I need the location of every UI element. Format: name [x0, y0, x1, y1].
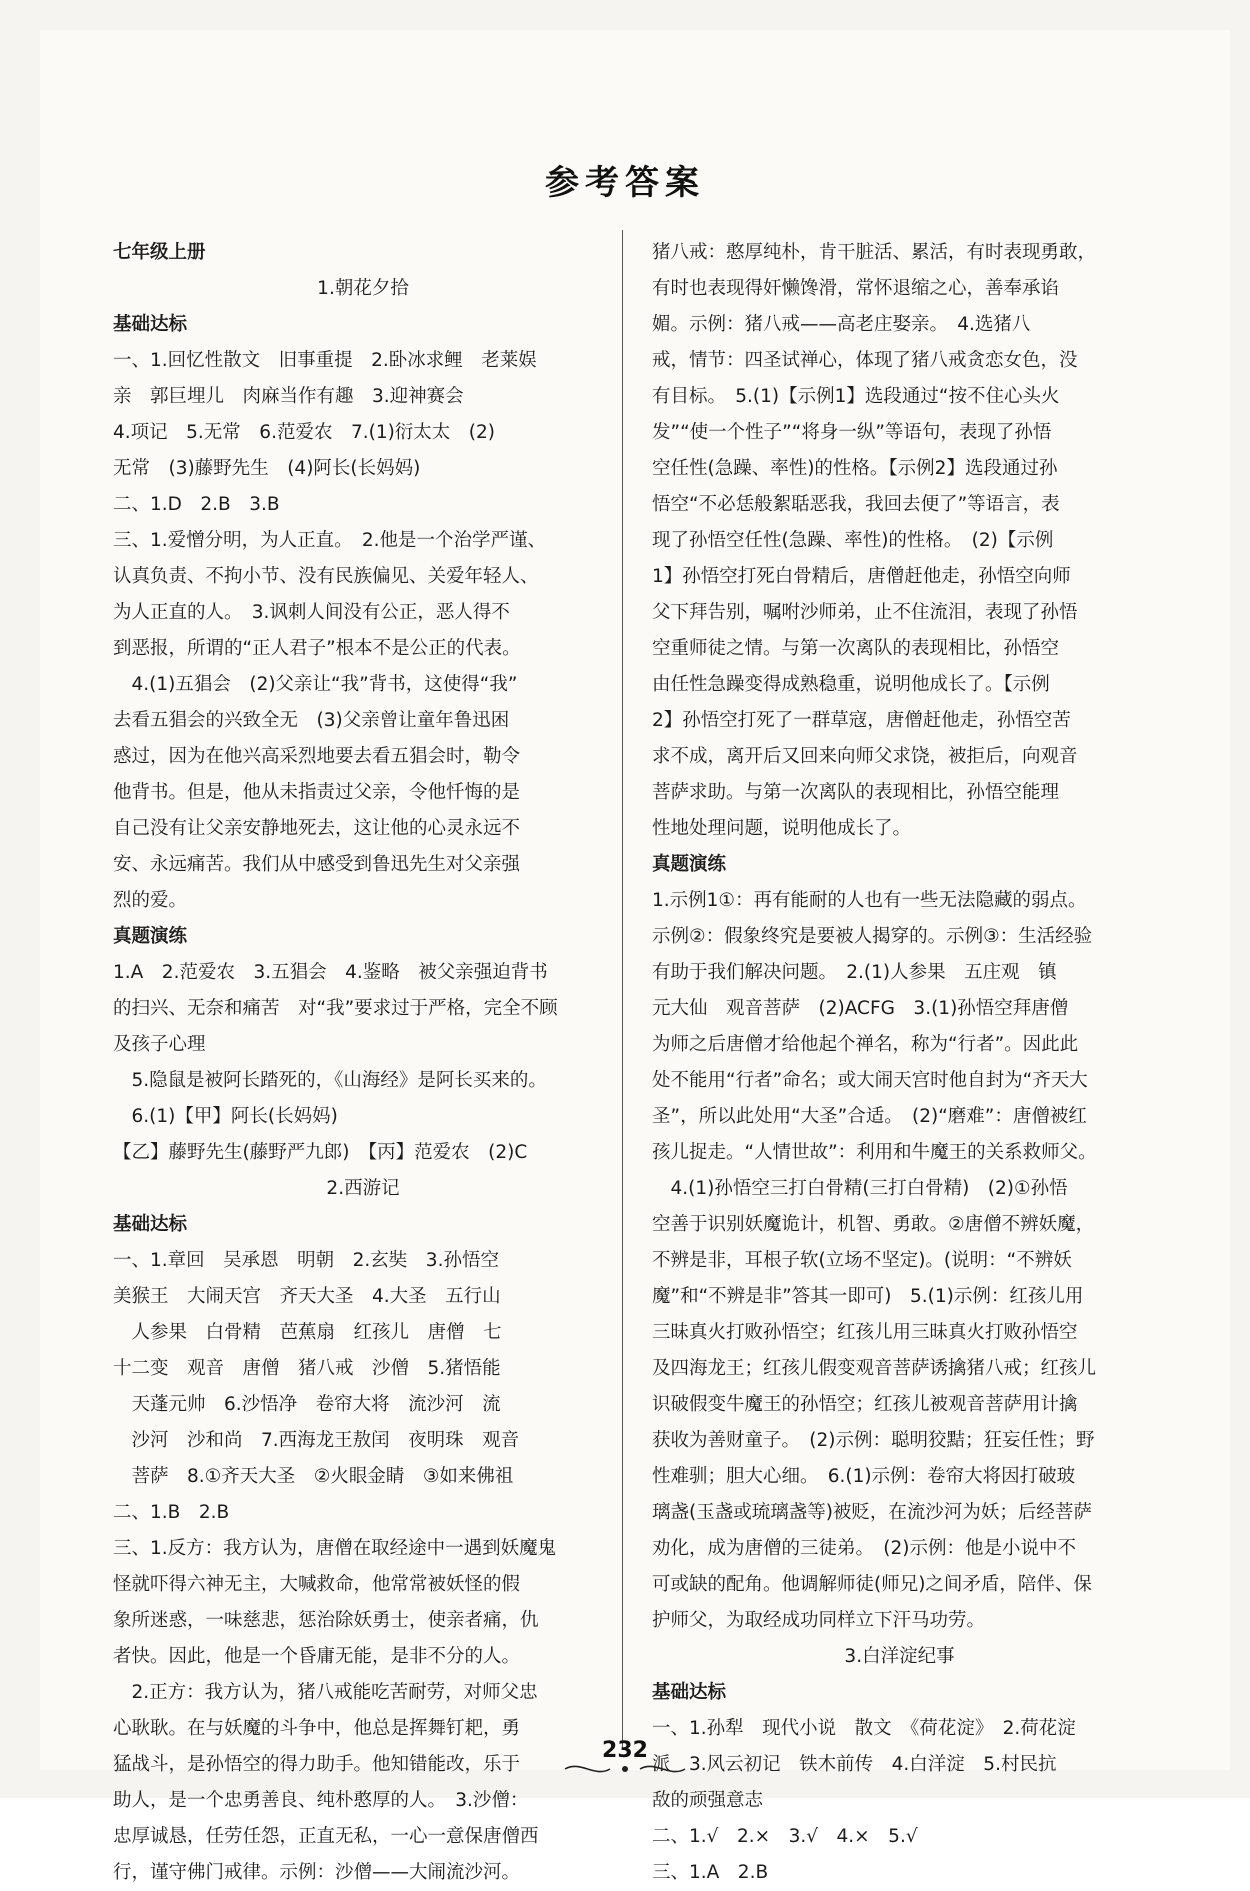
answer-line: 敌的顽强意志 [652, 1790, 764, 1811]
answer-line: 性地处理问题，说明他成长了。 [652, 818, 912, 839]
answer-line: 猪八戒：憨厚纯朴，肯干脏活、累活，有时表现勇敢， [652, 242, 1097, 263]
answer-line: 媚。示例：猪八戒——高老庄娶亲。 4.选猪八 [652, 314, 1031, 335]
left-column [113, 235, 613, 1891]
answer-line: 菩萨求助。与第一次离队的表现相比，孙悟空能理 [652, 782, 1060, 803]
answer-line: 不辨是非，耳根子软(立场不坚定)。(说明：“不辨妖 [652, 1250, 1072, 1271]
answer-line: 象所迷惑，一味慈悲，惩治除妖勇士，使亲者痛，仇 [113, 1610, 539, 1631]
answer-line: 者快。因此，他是一个昏庸无能，是非不分的人。 [113, 1646, 521, 1667]
answer-line: 悟空“不必恁般絮聒恶我，我回去便了”等语言，表 [652, 494, 1060, 515]
chapter-title: 1.朝花夕拾 [317, 278, 409, 299]
answer-line: 元大仙 观音菩萨 (2)ACFG 3.(1)孙悟空拜唐僧 [652, 998, 1069, 1019]
answer-line: 1.示例1①：再有能耐的人也有一些无法隐藏的弱点。 [652, 890, 1087, 911]
answer-line: 去看五猖会的兴致全无 (3)父亲曾让童年鲁迅困 [113, 710, 510, 731]
chapter-title: 3.白洋淀纪事 [844, 1646, 955, 1667]
section-heading: 基础达标 [113, 1214, 188, 1235]
page-number: 232 [602, 1738, 648, 1763]
answer-line: 及孩子心理 [113, 1034, 206, 1055]
answer-line: 人参果 白骨精 芭蕉扇 红孩儿 唐僧 七 [113, 1322, 502, 1343]
answer-line: 三昧真火打败孙悟空；红孩儿用三昧真火打败孙悟空 [652, 1322, 1078, 1343]
answer-line: 认真负责、不拘小节、没有民族偏见、关爱年轻人、 [113, 566, 539, 587]
answer-line: 1.A 2.范爱农 3.五猖会 4.鉴略 被父亲强迫背书 [113, 962, 548, 983]
section-heading: 真题演练 [113, 926, 188, 947]
answer-line: 处不能用“行者”命名；或大闹天宫时他自封为“齐天大 [652, 1070, 1088, 1091]
answer-line: 三、1.爱憎分明，为人正直。 2.他是一个治学严谨、 [113, 530, 547, 551]
answer-line: 有目标。 5.(1)【示例1】选段通过“按不住心头火 [652, 386, 1060, 407]
answer-line: 璃盏(玉盏或琉璃盏等)被贬，在流沙河为妖；后经菩萨 [652, 1502, 1092, 1523]
answer-line: 4.(1)孙悟空三打白骨精(三打白骨精) (2)①孙悟 [652, 1178, 1068, 1199]
answer-line: 魔”和“不辨是非”答其一即可) 5.(1)示例：红孩儿用 [652, 1286, 1084, 1307]
answer-line: 亲 郭巨埋儿 肉麻当作有趣 3.迎神赛会 [113, 386, 464, 407]
answer-line: 十二变 观音 唐僧 猪八戒 沙僧 5.猪悟能 [113, 1358, 501, 1379]
answer-line: 二、1.√ 2.× 3.√ 4.× 5.√ [652, 1826, 918, 1847]
answer-line: 惑过，因为在他兴高采烈地要去看五猖会时，勒令 [113, 746, 521, 767]
answer-line: 空善于识别妖魔诡计，机智、勇敢。②唐僧不辨妖魔， [652, 1214, 1095, 1235]
page-ornament-icon [560, 1760, 690, 1778]
answer-line: 6.(1)【甲】阿长(长妈妈) [113, 1106, 338, 1127]
section-heading: 七年级上册 [113, 242, 206, 263]
answer-line: 三、1.反方：我方认为，唐僧在取经途中一遇到妖魔鬼 [113, 1538, 557, 1559]
answer-line: 戒，情节：四圣试禅心，体现了猪八戒贪恋女色，没 [652, 350, 1078, 371]
section-heading: 基础达标 [113, 314, 188, 335]
answer-line: 二、1.D 2.B 3.B [113, 494, 280, 515]
answer-line: 可或缺的配角。他调解师徒(师兄)之间矛盾，陪伴、保 [652, 1574, 1092, 1595]
answer-line: 无常 (3)藤野先生 (4)阿长(长妈妈) [113, 458, 421, 479]
answer-line: 4.项记 5.无常 6.范爱农 7.(1)衍太太 (2) [113, 422, 496, 443]
answer-line: 三、1.A 2.B [652, 1862, 769, 1883]
answer-line: 派 3.风云初记 铁木前传 4.白洋淀 5.村民抗 [652, 1754, 1057, 1775]
answer-line: 及四海龙王；红孩儿假变观音菩萨诱擒猪八戒；红孩儿 [652, 1358, 1097, 1379]
answer-line: 助人，是一个忠勇善良、纯朴憨厚的人。 3.沙僧： [113, 1790, 529, 1811]
right-column [652, 235, 1147, 1891]
answer-line: 获收为善财童子。 (2)示例：聪明狡黠；狂妄任性；野 [652, 1430, 1095, 1451]
answer-line: 空任性(急躁、率性)的性格。【示例2】选段通过孙 [652, 458, 1058, 479]
answer-line: 忠厚诚恳，任劳任怨，正直无私，一心一意保唐僧西 [113, 1826, 539, 1847]
answer-line: 识破假变牛魔王的孙悟空；红孩儿被观音菩萨用计擒 [652, 1394, 1078, 1415]
answer-line: 有时也表现得奸懒馋滑，常怀退缩之心，善奉承谄 [652, 278, 1060, 299]
answer-line: 心耿耿。在与妖魔的斗争中，他总是挥舞钉耙，勇 [113, 1718, 521, 1739]
answer-line: 一、1.回忆性散文 旧事重提 2.卧冰求鲤 老莱娱 [113, 350, 537, 371]
answer-line: 二、1.B 2.B [113, 1502, 230, 1523]
answer-line: 为师之后唐僧才给他起个禅名，称为“行者”。因此此 [652, 1034, 1079, 1055]
answer-line: 孩儿捉走。“人情世故”：利用和牛魔王的关系救师父。 [652, 1142, 1097, 1163]
answer-line: 有助于我们解决问题。 2.(1)人参果 五庄观 镇 [652, 962, 1057, 983]
answer-line: 2】孙悟空打死了一群草寇，唐僧赶他走，孙悟空苦 [652, 710, 1071, 731]
answer-line: 猛战斗，是孙悟空的得力助手。他知错能改，乐于 [113, 1754, 521, 1775]
chapter-title: 2.西游记 [326, 1178, 400, 1199]
answer-line: 【乙】藤野先生(藤野严九郎) 【丙】范爱农 (2)C [113, 1142, 528, 1163]
section-heading: 基础达标 [652, 1682, 727, 1703]
answer-line: 性难驯；胆大心细。 6.(1)示例：卷帘大将因打破玻 [652, 1466, 1076, 1487]
answer-line: 自己没有让父亲安静地死去，这让他的心灵永远不 [113, 818, 521, 839]
answer-line: 劝化，成为唐僧的三徒弟。 (2)示例：他是小说中不 [652, 1538, 1076, 1559]
answer-line: 父下拜告别，嘱咐沙师弟，止不住流泪，表现了孙悟 [652, 602, 1078, 623]
answer-line: 菩萨 8.①齐天大圣 ②火眼金睛 ③如来佛祖 [113, 1466, 514, 1487]
answer-line: 的扫兴、无奈和痛苦 对“我”要求过于严格，完全不顾 [113, 998, 558, 1019]
answer-line: 求不成，离开后又回来向师父求饶，被拒后，向观音 [652, 746, 1078, 767]
answer-line: 护师父，为取经成功同样立下汗马功劳。 [652, 1610, 986, 1631]
answer-line: 沙河 沙和尚 7.西海龙王敖闰 夜明珠 观音 [113, 1430, 520, 1451]
answer-line: 发”“使一个性子”“将身一纵”等语句，表现了孙悟 [652, 422, 1052, 443]
answer-line: 美猴王 大闹天宫 齐天大圣 4.大圣 五行山 [113, 1286, 501, 1307]
answer-line: 一、1.孙犁 现代小说 散文 《荷花淀》 2.荷花淀 [652, 1718, 1076, 1739]
answer-line: 为人正直的人。 3.讽刺人间没有公正，恶人得不 [113, 602, 510, 623]
answer-line: 2.正方：我方认为，猪八戒能吃苦耐劳，对师父忠 [113, 1682, 538, 1703]
column-divider [622, 230, 623, 1750]
answer-line: 行，谨守佛门戒律。示例：沙僧——大闹流沙河。 [113, 1862, 521, 1883]
answer-line: 5.隐鼠是被阿长踏死的，《山海经》是阿长买来的。 [113, 1070, 547, 1091]
answer-line: 天蓬元帅 6.沙悟净 卷帘大将 流沙河 流 [113, 1394, 501, 1415]
answer-line: 到恶报，所谓的“正人君子”根本不是公正的代表。 [113, 638, 521, 659]
answer-line: 1】孙悟空打死白骨精后，唐僧赶他走，孙悟空向师 [652, 566, 1071, 587]
answer-line: 空重师徒之情。与第一次离队的表现相比，孙悟空 [652, 638, 1060, 659]
answer-line: 怪就吓得六神无主，大喊救命，他常常被妖怪的假 [113, 1574, 521, 1595]
page-title: 参考答案 [545, 163, 705, 203]
section-heading: 真题演练 [652, 854, 727, 875]
answer-line: 圣”，所以此处用“大圣”合适。 (2)“磨难”：唐僧被红 [652, 1106, 1087, 1127]
answer-line: 现了孙悟空任性(急躁、率性)的性格。 (2)【示例 [652, 530, 1054, 551]
answer-line: 示例②：假象终究是要被人揭穿的。示例③：生活经验 [652, 926, 1093, 947]
answer-line: 4.(1)五猖会 (2)父亲让“我”背书，这使得“我” [113, 674, 518, 695]
answer-line: 烈的爱。 [113, 890, 188, 911]
answer-line: 一、1.章回 吴承恩 明朝 2.玄奘 3.孙悟空 [113, 1250, 499, 1271]
answer-line: 安、永远痛苦。我们从中感受到鲁迅先生对父亲强 [113, 854, 521, 875]
answer-line: 他背书。但是，他从未指责过父亲，令他忏悔的是 [113, 782, 521, 803]
answer-line: 由任性急躁变得成熟稳重，说明他成长了。【示例 [652, 674, 1050, 695]
